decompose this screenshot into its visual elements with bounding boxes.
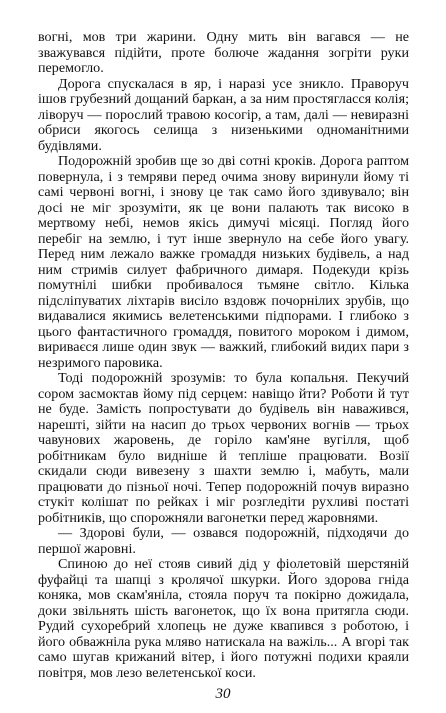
book-page-text — [38, 30, 409, 681]
paragraph-2: Дорога спускалася в яр, і наразі усе зникло. Праворуч ішов грубезний дощаний баркан, а за ним простягласся колія; ліворуч — порослий травою косогір, а там, далі — невиразні обриси якогось селища з низенькими одноманітними будівлями. — [38, 75, 409, 154]
paragraph-3: Подорожній зробив ще зо дві сотні кроків. Дорога раптом повернула, і з темряви перед очима знову виринули йому ті самі червоні вогні, і знову це так само його здивувало; він досі не міг зрозуміти, як це вони палають так високо в мертвому небі, немов якісь димучі місяці. Погляд його перебіг на землю, і тут інше звернуло на себе його увагу. Перед ним лежало важке громаддя низьких будівель, а над ним стримів силует фабричного димаря. Подекуди крізь помутнілі шибки пробивалося тьмяне світло. Кілька підсліпуватих ліхтарів висіло вздовж почорнілих зрубів, що видавалися якимись велетенськими підпорами. І глибоко з цього фантастичного громаддя, повитого мороком і димом, вириваєся лише один звук — важкий, глибокий видих пари з незримого паровика. — [38, 153, 409, 371]
paragraph-6: Спиною до неї стояв сивий дід у фіолетовій шерстяній фуфайці та шапці з кролячої шкурки. Його здорова гніда коняка, мов скам'яніла, стояла поруч та покірно дожидала, доки звільнять шість вагонеток, що їх вона притягла сюди. Рудий сухоребрий хлопець не дуже квапився з роботою, і його обважніла рука мляво натискала на важіль... А вгорі так само шугав крижаний вітер, і його потужні подихи краяли повітря, мов лезо велетенської коси. — [38, 556, 409, 681]
page-number: 30 — [215, 686, 231, 702]
paragraph-5: — Здорові були, — озвався подорожній, підходячи до першої жаровні. — [38, 525, 409, 557]
paragraph-1: вогні, мов три жарини. Одну мить він вагався — не зважувався підійти, проте болюче жадання зогріти руки перемогло. — [38, 29, 409, 76]
paragraph-4: Тоді подорожній зрозумів: то була копальня. Пекучий сором засмоктав йому під серцем: навіщо йти? Роботи й тут не буде. Замість попростувати до будівель він наважився, нарешті, зійти на насип до трьох червоних вогнів — трьох чавунових жаровень, де горіло кам'яне вугілля, щоб робітникам було видніше й тепліше працювати. Возії скидали сюди вивезену з шахти землю і, мабуть, мали працювати до пізньої ночі. Тепер подорожній почув виразно стукіт колішат по рейках і міг розгледіти рухливі постаті робітників, що спорожняли вагонетки перед жаровнями. — [38, 370, 409, 526]
